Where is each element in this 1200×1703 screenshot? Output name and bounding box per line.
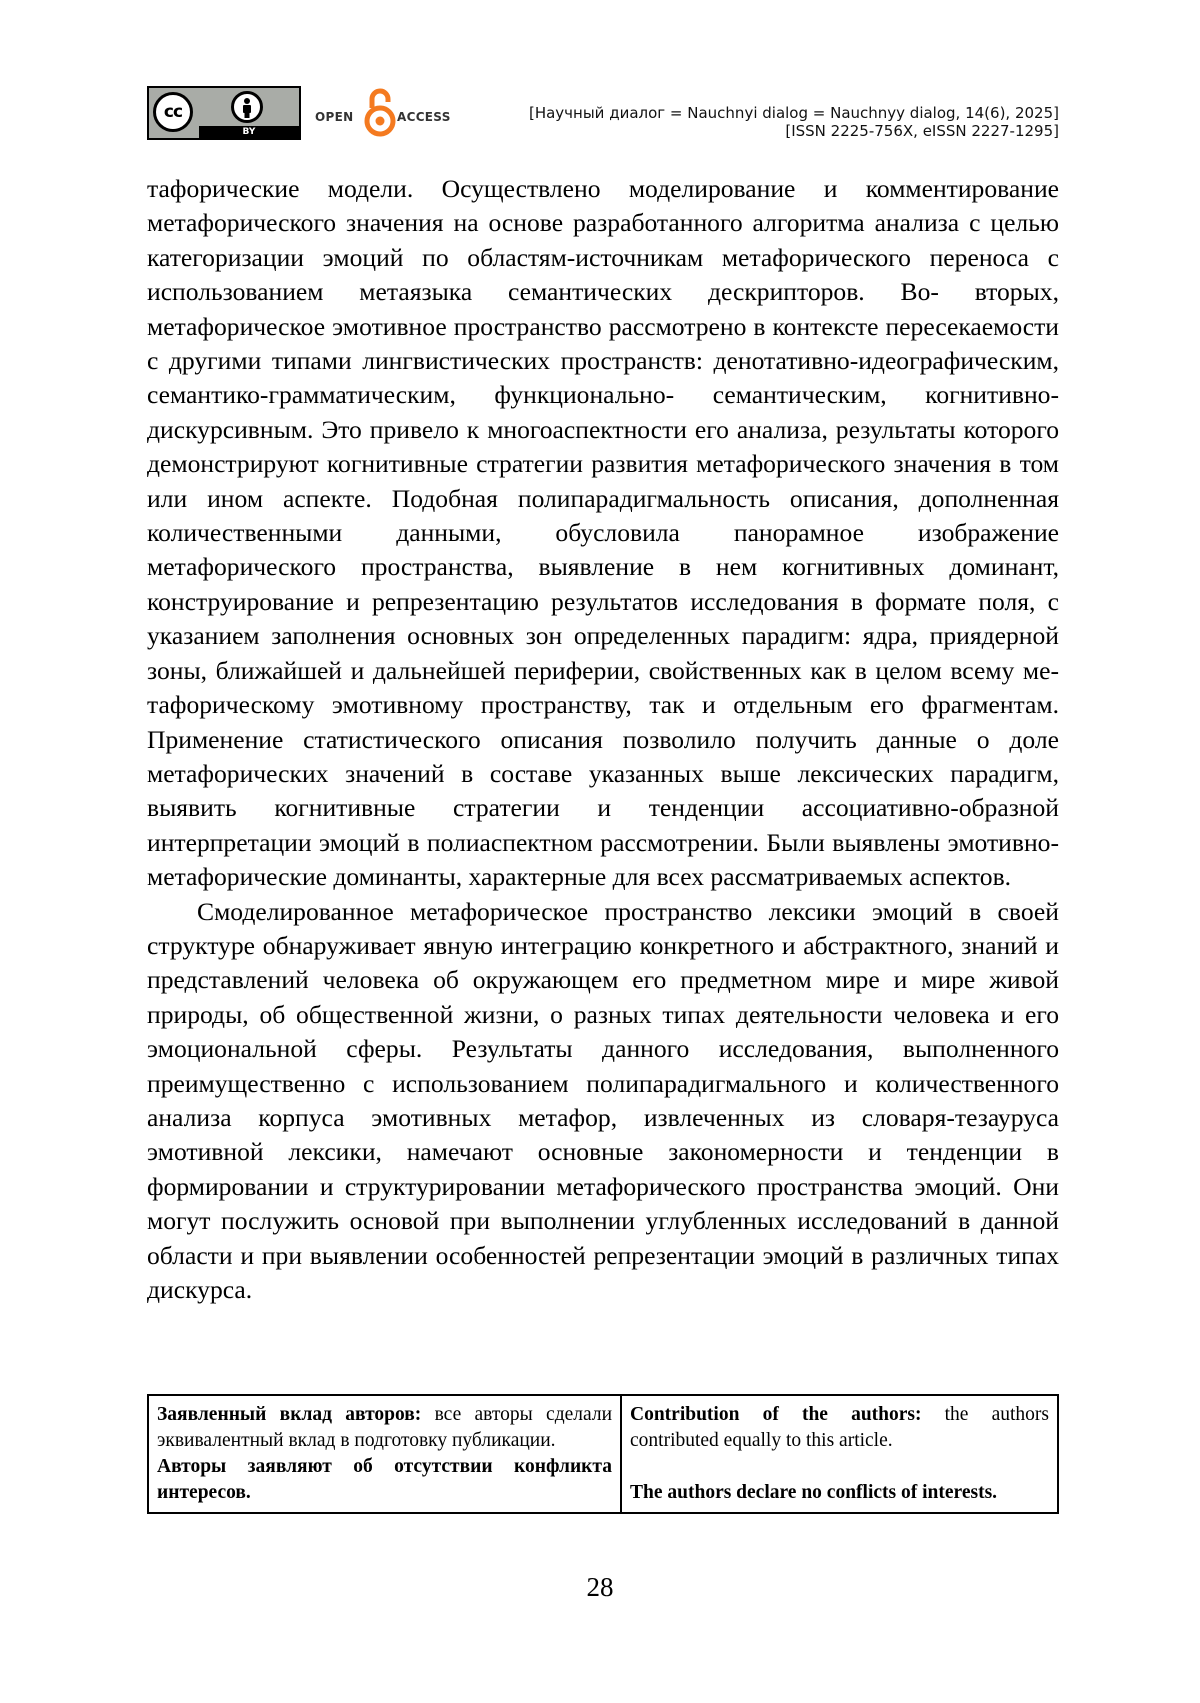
- page-number: 28: [586, 1572, 614, 1602]
- cc-by-license-badge: [147, 86, 301, 140]
- license-by-label: BY: [199, 126, 299, 138]
- en-contribution-statement: [630, 1402, 1049, 1454]
- open-access-word-open: OPEN: [315, 110, 354, 124]
- open-access-word-access: ACCESS: [397, 110, 451, 124]
- ru-contribution-statement: [157, 1402, 612, 1454]
- article-body: [147, 172, 1059, 1307]
- ru-conflict-statement: [157, 1454, 612, 1506]
- body-paragraph: тафорические модели. Осуществлено моделирование и комментирование метафорического значения на основе разработанного алгоритма анализа с целью категоризации эмоций по областям-источникам метафорического переноса с использованием метаязыка семантических дескрипторов. Во- вторых, метафорическое эмотивное пространство рассмотрено в контексте пересекаемости с другими типами лингвистических пространств: денотативно-идеографическим, семантико-грамматическим, функционально- семантическим, когнитивно-дискурсивным. Это привело к многоаспектности его анализа, результаты которого демонстрируют когнитивные стратегии развития метафорического значения в том или ином аспекте. Подобная полипарадигмальность описания, дополненная количественными данными, обусловила панорамное изображение метафорического пространства, выявление в нем когнитивных доминант, конструирование и репрезентацию результатов исследования в формате поля, с указанием заполнения основных зон определенных парадигм: ядра, приядерной зоны, ближайшей и дальнейшей периферии, свойственных как в целом всему метафорическому эмотивному пространству, так и отдельным его фрагментам. Применение статистического описания позволило получить данные о доле метафорических значений в составе указанных выше лексических парадигм, выявить когнитивные стратегии и тенденции ассоциативно-образной интерпретации эмоций в полиаспектном рассмотрении. Были выявлены эмотивно-метафорические доминанты, характерные для всех рассматриваемых аспектов.: [147, 174, 1059, 892]
- en-conflict-statement: [630, 1480, 1049, 1506]
- declaration-russian-cell: [148, 1395, 621, 1513]
- journal-issn: [ISSN 2225-756X, eISSN 2227-1295]: [785, 122, 1059, 140]
- ru-contribution-text: все авторы сделали эквивалентный вклад в подготовку публикации.: [157, 1404, 612, 1451]
- author-declaration-table: [147, 1394, 1059, 1514]
- en-contribution-text: the authors contributed equally to this article.: [630, 1404, 1049, 1451]
- creative-commons-icon: cc: [153, 92, 193, 132]
- page-header: [147, 86, 1059, 146]
- declaration-english-cell: [621, 1395, 1058, 1513]
- attribution-person-icon: [231, 91, 263, 123]
- body-paragraph: Смоделированное метафорическое пространство лексики эмоций в своей структуре обнаруживает явную интеграцию конкретного и абстрактного, знаний и представлений человека об окружающем его предметном мире и мире живой природы, об общественной жизни, о разных типах деятельности человека и его эмоциональной сферы. Результаты данного исследования, выполненного преимущественно с использованием полипарадигмального и количественного анализа корпуса эмотивных метафор, извлеченных из словаря-тезауруса эмотивной лексики, намечают основные закономерности и тенденции в формировании и структурировании метафорического пространства эмоций. Они могут послужить основой при выполнении углубленных исследований в данной области и при выявлении особенностей репрезентации эмоций в различных типах дискурса.: [147, 896, 1059, 1304]
- en-conflict-text: The authors declare no conflicts of interests.: [630, 1482, 998, 1503]
- open-access-logo: [315, 86, 465, 140]
- ru-conflict-text: Авторы заявляют об отсутствии конфликта интересов.: [157, 1456, 612, 1503]
- en-contribution-label: Contribution of the authors:: [630, 1404, 922, 1425]
- ru-contribution-label: Заявленный вклад авторов:: [157, 1404, 422, 1425]
- spacer: [630, 1454, 1049, 1480]
- journal-reference: [529, 104, 1059, 140]
- open-access-lock-icon: [363, 86, 397, 140]
- journal-citation: [Научный диалог = Nauchnyi dialog = Nauchnyy dialog, 14(6), 2025]: [528, 104, 1059, 122]
